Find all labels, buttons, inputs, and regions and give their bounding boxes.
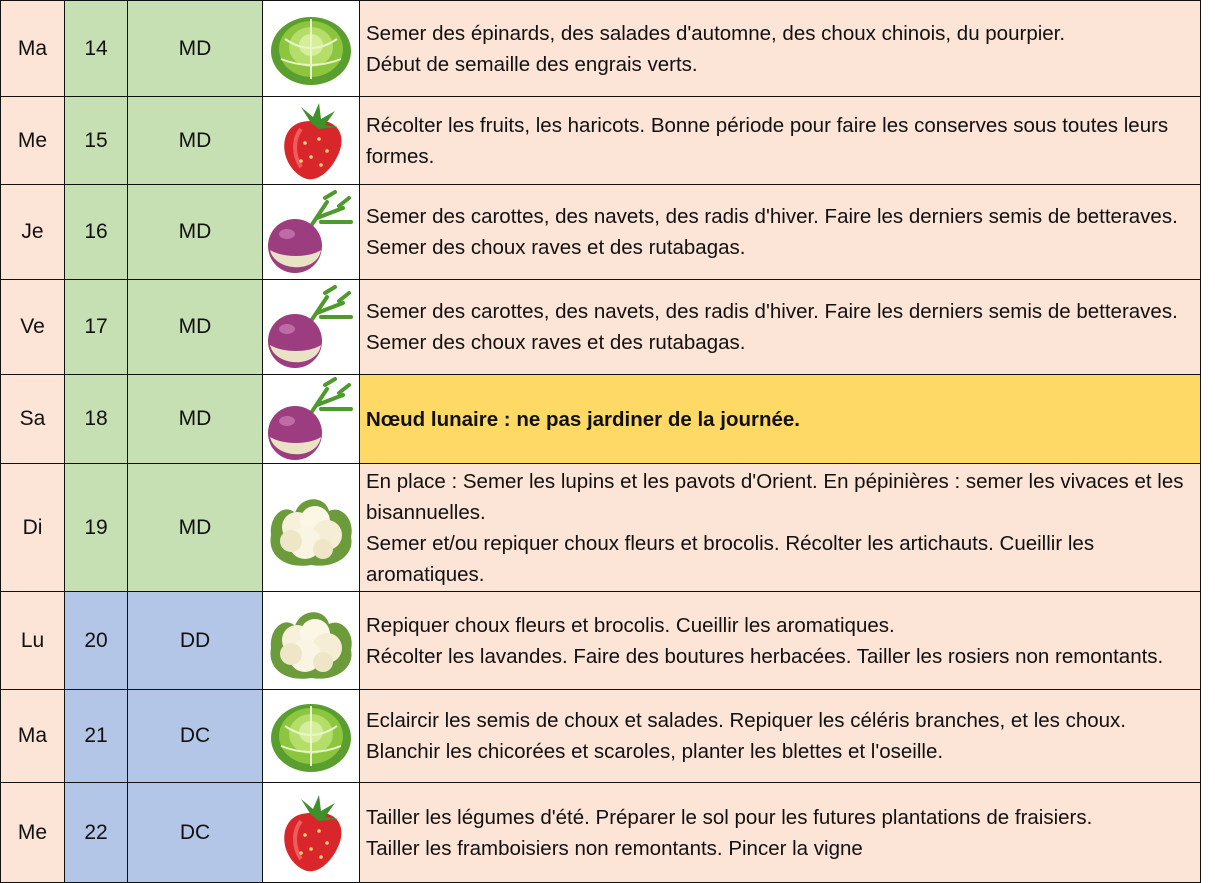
moon-code-cell: MD <box>128 280 263 375</box>
image-cell <box>263 185 360 280</box>
date-cell: 22 <box>65 783 128 883</box>
image-cell <box>263 690 360 783</box>
table-row <box>1 690 1201 783</box>
advice-line: Eclaircir les semis de choux et salades. Repiquer les céléris branches, et les choux. Blanchir les chicorées et scaroles, planter les blettes et l'oseille. <box>366 709 1126 763</box>
image-cell <box>263 280 360 375</box>
advice-line: Repiquer choux fleurs et brocolis. Cueillir les aromatiques. <box>366 613 895 637</box>
advice-cell <box>360 592 1201 690</box>
advice-cell <box>360 280 1201 375</box>
turnip-icon <box>265 375 357 463</box>
moon-code-cell: DC <box>128 783 263 883</box>
day-cell: Di <box>1 464 65 592</box>
day-cell: Ve <box>1 280 65 375</box>
date-cell: 19 <box>65 464 128 592</box>
day-cell: Je <box>1 185 65 280</box>
moon-code-cell: MD <box>128 185 263 280</box>
moon-code-cell: DD <box>128 592 263 690</box>
moon-code-cell: MD <box>128 464 263 592</box>
cauliflower-icon <box>265 598 357 684</box>
advice-line: Semer et/ou repiquer choux fleurs et brocolis. Récolter les artichauts. Cueillir les aromatiques. <box>366 531 1095 586</box>
advice-line: Semer des choux raves et des rutabagas. <box>366 236 746 259</box>
moon-code-cell: DC <box>128 690 263 783</box>
table-row <box>1 280 1201 375</box>
moon-code-cell: MD <box>128 97 263 185</box>
advice-line: Tailler les légumes d'été. Préparer le sol pour les futures plantations de fraisiers. <box>366 805 1093 829</box>
table-row <box>1 97 1201 185</box>
day-cell: Ma <box>1 690 65 783</box>
date-cell: 16 <box>65 185 128 280</box>
day-cell: Me <box>1 783 65 883</box>
day-cell: Me <box>1 97 65 185</box>
turnip-icon <box>265 283 357 371</box>
advice-cell <box>360 185 1201 280</box>
advice-cell <box>360 783 1201 883</box>
strawberry-icon <box>271 99 351 183</box>
image-cell <box>263 375 360 464</box>
advice-line: Semer des carottes, des navets, des radis d'hiver. Faire les derniers semis de betteraves. <box>366 205 1178 228</box>
lunar-node-warning-cell <box>360 375 1201 464</box>
advice-cell <box>360 97 1201 185</box>
table-row <box>1 1 1201 97</box>
date-cell: 18 <box>65 375 128 464</box>
day-cell: Lu <box>1 592 65 690</box>
advice-line: Récolter les lavandes. Faire des boutures herbacées. Tailler les rosiers non remontants. <box>366 644 1164 668</box>
advice-line: En place : Semer les lupins et les pavots d'Orient. En pépinières : semer les vivaces et les bisannuelles. <box>366 469 1184 524</box>
image-cell <box>263 464 360 592</box>
advice-cell <box>360 464 1201 592</box>
advice-line: Semer des carottes, des navets, des radis d'hiver. Faire les derniers semis de betteraves. <box>366 300 1178 323</box>
date-cell: 21 <box>65 690 128 783</box>
image-cell <box>263 1 360 97</box>
image-cell <box>263 97 360 185</box>
advice-line: Début de semaille des engrais verts. <box>366 52 698 76</box>
table-row <box>1 185 1201 280</box>
table-row <box>1 783 1201 883</box>
cabbage-icon <box>267 9 355 89</box>
advice-cell <box>360 1 1201 97</box>
cauliflower-icon <box>265 485 357 571</box>
advice-line: Semer des choux raves et des rutabagas. <box>366 331 746 354</box>
date-cell: 15 <box>65 97 128 185</box>
day-cell: Sa <box>1 375 65 464</box>
image-cell <box>263 783 360 883</box>
advice-line: Récolter les fruits, les haricots. Bonne période pour faire les conserves sous toutes leurs formes. <box>366 113 1169 168</box>
date-cell: 14 <box>65 1 128 97</box>
day-cell: Ma <box>1 1 65 97</box>
moon-code-cell: MD <box>128 1 263 97</box>
date-cell: 17 <box>65 280 128 375</box>
table-row <box>1 592 1201 690</box>
advice-line: Semer des épinards, des salades d'automne, des choux chinois, du pourpier. <box>366 21 1066 45</box>
date-cell: 20 <box>65 592 128 690</box>
strawberry-icon <box>271 791 351 875</box>
advice-line: Nœud lunaire : ne pas jardiner de la journée. <box>366 407 801 431</box>
table-row <box>1 464 1201 592</box>
moon-code-cell: MD <box>128 375 263 464</box>
cabbage-icon <box>267 696 355 776</box>
advice-cell <box>360 690 1201 783</box>
advice-line: Tailler les framboisiers non remontants. Pincer la vigne <box>366 836 863 860</box>
image-cell <box>263 592 360 690</box>
table-row <box>1 375 1201 464</box>
turnip-icon <box>265 188 357 276</box>
